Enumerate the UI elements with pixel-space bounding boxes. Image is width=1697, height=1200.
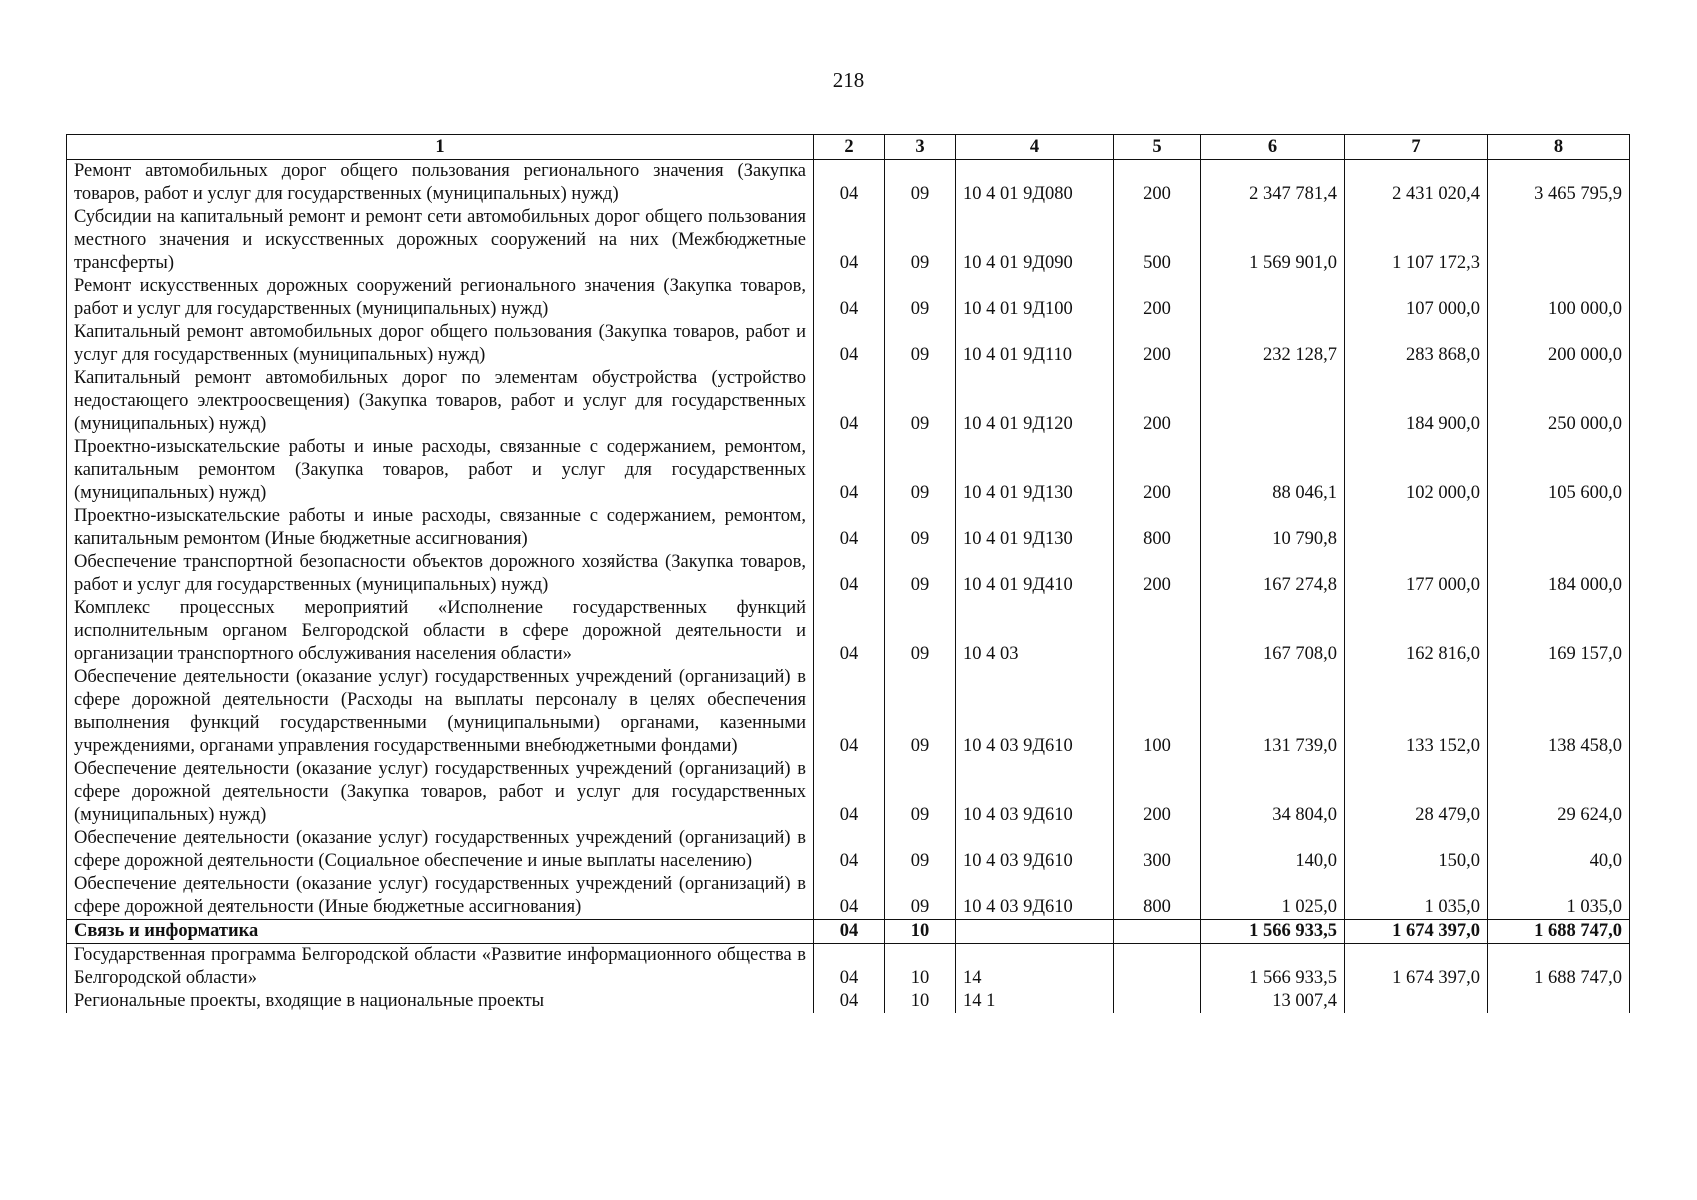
row-expense-type <box>1114 597 1201 666</box>
row-amount-col6: 167 708,0 <box>1201 597 1345 666</box>
row-section-code: 04 <box>814 944 885 991</box>
column-header: 1 <box>67 135 814 160</box>
row-amount-col7: 283 868,0 <box>1345 321 1488 367</box>
row-section-code: 04 <box>814 990 885 1013</box>
row-amount-col6: 1 566 933,5 <box>1201 920 1345 944</box>
row-expense-type: 200 <box>1114 275 1201 321</box>
row-amount-col6: 1 566 933,5 <box>1201 944 1345 991</box>
row-section-code: 04 <box>814 505 885 551</box>
row-amount-col8: 1 688 747,0 <box>1488 920 1630 944</box>
row-subsection-code: 09 <box>885 666 956 758</box>
row-section-code: 04 <box>814 206 885 275</box>
row-expense-type: 500 <box>1114 206 1201 275</box>
table-row <box>67 758 1630 827</box>
section-total-row <box>67 920 1630 944</box>
row-target-article: 10 4 01 9Д130 <box>956 436 1114 505</box>
row-subsection-code: 09 <box>885 505 956 551</box>
row-section-code: 04 <box>814 666 885 758</box>
row-section-code: 04 <box>814 436 885 505</box>
row-amount-col7: 177 000,0 <box>1345 551 1488 597</box>
row-subsection-code: 10 <box>885 990 956 1013</box>
table-body <box>67 160 1630 1014</box>
row-amount-col8: 138 458,0 <box>1488 666 1630 758</box>
row-amount-col6: 232 128,7 <box>1201 321 1345 367</box>
row-name: Обеспечение деятельности (оказание услуг) государственных учреждений (организаций) в сфере дорожной деятельности (Расходы на выплаты персоналу в целях обеспечения выполнения функций государственными (муниципальными) органами, казенными учреждениями, органами управления государственными внебюджетными фондами) <box>67 666 814 758</box>
row-expense-type: 100 <box>1114 666 1201 758</box>
row-name: Проектно-изыскательские работы и иные расходы, связанные с содержанием, ремонтом, капитальным ремонтом (Иные бюджетные ассигнования) <box>67 505 814 551</box>
row-section-code: 04 <box>814 827 885 873</box>
row-expense-type: 200 <box>1114 160 1201 207</box>
row-section-code: 04 <box>814 275 885 321</box>
row-subsection-code: 09 <box>885 206 956 275</box>
row-target-article: 10 4 01 9Д080 <box>956 160 1114 207</box>
row-amount-col6: 1 569 901,0 <box>1201 206 1345 275</box>
table-row <box>67 990 1630 1013</box>
row-expense-type: 200 <box>1114 321 1201 367</box>
row-amount-col8: 105 600,0 <box>1488 436 1630 505</box>
row-expense-type: 800 <box>1114 505 1201 551</box>
row-amount-col8: 29 624,0 <box>1488 758 1630 827</box>
row-expense-type: 200 <box>1114 551 1201 597</box>
row-amount-col6: 34 804,0 <box>1201 758 1345 827</box>
row-amount-col7: 1 035,0 <box>1345 873 1488 920</box>
table-row <box>67 873 1630 920</box>
row-subsection-code: 09 <box>885 160 956 207</box>
row-amount-col7: 107 000,0 <box>1345 275 1488 321</box>
row-target-article: 10 4 01 9Д110 <box>956 321 1114 367</box>
row-expense-type <box>1114 944 1201 991</box>
row-subsection-code: 09 <box>885 758 956 827</box>
column-header: 6 <box>1201 135 1345 160</box>
table-row <box>67 666 1630 758</box>
row-amount-col7: 1 674 397,0 <box>1345 944 1488 991</box>
row-expense-type: 800 <box>1114 873 1201 920</box>
row-name: Проектно-изыскательские работы и иные расходы, связанные с содержанием, ремонтом, капитальным ремонтом (Закупка товаров, работ и услуг для государственных (муниципальных) нужд) <box>67 436 814 505</box>
row-target-article: 10 4 03 <box>956 597 1114 666</box>
page-number: 218 <box>832 68 865 92</box>
row-name: Капитальный ремонт автомобильных дорог по элементам обустройства (устройство недостающего электроосвещения) (Закупка товаров, работ и услуг для государственных (муниципальных) нужд) <box>67 367 814 436</box>
row-section-code: 04 <box>814 597 885 666</box>
row-target-article: 10 4 01 9Д120 <box>956 367 1114 436</box>
row-amount-col8: 169 157,0 <box>1488 597 1630 666</box>
row-amount-col6: 131 739,0 <box>1201 666 1345 758</box>
row-name: Ремонт искусственных дорожных сооружений регионального значения (Закупка товаров, работ и услуг для государственных (муниципальных) нужд) <box>67 275 814 321</box>
table-row <box>67 551 1630 597</box>
row-amount-col6: 1 025,0 <box>1201 873 1345 920</box>
row-amount-col8: 100 000,0 <box>1488 275 1630 321</box>
row-expense-type: 200 <box>1114 436 1201 505</box>
row-amount-col6: 167 274,8 <box>1201 551 1345 597</box>
row-amount-col8 <box>1488 505 1630 551</box>
table-row <box>67 944 1630 991</box>
row-target-article: 14 1 <box>956 990 1114 1013</box>
column-header: 3 <box>885 135 956 160</box>
row-name: Комплекс процессных мероприятий «Исполнение государственных функций исполнительным органом Белгородской области в сфере дорожной деятельности и организации транспортного обслуживания населения области» <box>67 597 814 666</box>
row-amount-col7: 1 674 397,0 <box>1345 920 1488 944</box>
row-target-article: 10 4 01 9Д090 <box>956 206 1114 275</box>
row-amount-col6: 13 007,4 <box>1201 990 1345 1013</box>
row-amount-col6: 10 790,8 <box>1201 505 1345 551</box>
row-section-code: 04 <box>814 758 885 827</box>
row-amount-col7: 2 431 020,4 <box>1345 160 1488 207</box>
row-subsection-code: 09 <box>885 275 956 321</box>
row-name: Обеспечение деятельности (оказание услуг) государственных учреждений (организаций) в сфере дорожной деятельности (Закупка товаров, работ и услуг для государственных (муниципальных) нужд) <box>67 758 814 827</box>
column-header: 5 <box>1114 135 1201 160</box>
row-subsection-code: 09 <box>885 597 956 666</box>
row-amount-col6 <box>1201 367 1345 436</box>
table-row <box>67 160 1630 207</box>
table-row <box>67 206 1630 275</box>
header-row <box>67 135 1630 160</box>
row-amount-col8: 200 000,0 <box>1488 321 1630 367</box>
row-amount-col7: 1 107 172,3 <box>1345 206 1488 275</box>
row-section-code: 04 <box>814 321 885 367</box>
row-expense-type: 200 <box>1114 758 1201 827</box>
column-header: 8 <box>1488 135 1630 160</box>
row-name: Обеспечение деятельности (оказание услуг) государственных учреждений (организаций) в сфере дорожной деятельности (Социальное обеспечение и иные выплаты населению) <box>67 827 814 873</box>
row-amount-col7: 133 152,0 <box>1345 666 1488 758</box>
column-header: 7 <box>1345 135 1488 160</box>
table-row <box>67 597 1630 666</box>
row-subsection-code: 09 <box>885 436 956 505</box>
row-name: Связь и информатика <box>67 920 814 944</box>
table-row <box>67 436 1630 505</box>
row-name: Субсидии на капитальный ремонт и ремонт сети автомобильных дорог общего пользования местного значения и искусственных дорожных сооружений на них (Межбюджетные трансферты) <box>67 206 814 275</box>
row-target-article: 10 4 03 9Д610 <box>956 827 1114 873</box>
row-amount-col7 <box>1345 505 1488 551</box>
table-row <box>67 827 1630 873</box>
row-amount-col6: 88 046,1 <box>1201 436 1345 505</box>
column-header: 4 <box>956 135 1114 160</box>
row-name: Ремонт автомобильных дорог общего пользования регионального значения (Закупка товаров, работ и услуг для государственных (муниципальных) нужд) <box>67 160 814 207</box>
row-amount-col8 <box>1488 990 1630 1013</box>
row-expense-type <box>1114 990 1201 1013</box>
row-expense-type: 300 <box>1114 827 1201 873</box>
row-amount-col7: 162 816,0 <box>1345 597 1488 666</box>
table-row <box>67 321 1630 367</box>
row-amount-col7: 102 000,0 <box>1345 436 1488 505</box>
row-section-code: 04 <box>814 873 885 920</box>
column-header: 2 <box>814 135 885 160</box>
row-amount-col7: 150,0 <box>1345 827 1488 873</box>
table-row <box>67 367 1630 436</box>
budget-table <box>66 134 1630 1013</box>
row-target-article <box>956 920 1114 944</box>
row-amount-col7: 28 479,0 <box>1345 758 1488 827</box>
row-amount-col8: 1 035,0 <box>1488 873 1630 920</box>
row-section-code: 04 <box>814 551 885 597</box>
row-amount-col8: 1 688 747,0 <box>1488 944 1630 991</box>
row-target-article: 10 4 03 9Д610 <box>956 666 1114 758</box>
row-target-article: 10 4 01 9Д410 <box>956 551 1114 597</box>
row-section-code: 04 <box>814 367 885 436</box>
row-target-article: 14 <box>956 944 1114 991</box>
row-amount-col7: 184 900,0 <box>1345 367 1488 436</box>
row-subsection-code: 10 <box>885 944 956 991</box>
row-amount-col7 <box>1345 990 1488 1013</box>
row-amount-col6: 140,0 <box>1201 827 1345 873</box>
row-name: Капитальный ремонт автомобильных дорог общего пользования (Закупка товаров, работ и услуг для государственных (муниципальных) нужд) <box>67 321 814 367</box>
row-name: Обеспечение деятельности (оказание услуг) государственных учреждений (организаций) в сфере дорожной деятельности (Иные бюджетные ассигнования) <box>67 873 814 920</box>
row-amount-col8: 250 000,0 <box>1488 367 1630 436</box>
row-target-article: 10 4 03 9Д610 <box>956 758 1114 827</box>
row-target-article: 10 4 03 9Д610 <box>956 873 1114 920</box>
row-expense-type <box>1114 920 1201 944</box>
row-name: Обеспечение транспортной безопасности объектов дорожного хозяйства (Закупка товаров, работ и услуг для государственных (муниципальных) нужд) <box>67 551 814 597</box>
row-expense-type: 200 <box>1114 367 1201 436</box>
row-subsection-code: 09 <box>885 321 956 367</box>
row-amount-col8 <box>1488 206 1630 275</box>
row-target-article: 10 4 01 9Д130 <box>956 505 1114 551</box>
row-name: Государственная программа Белгородской области «Развитие информационного общества в Белгородской области» <box>67 944 814 991</box>
row-subsection-code: 09 <box>885 873 956 920</box>
row-subsection-code: 10 <box>885 920 956 944</box>
row-target-article: 10 4 01 9Д100 <box>956 275 1114 321</box>
table-row <box>67 505 1630 551</box>
row-amount-col8: 3 465 795,9 <box>1488 160 1630 207</box>
row-amount-col6: 2 347 781,4 <box>1201 160 1345 207</box>
row-amount-col8: 184 000,0 <box>1488 551 1630 597</box>
row-subsection-code: 09 <box>885 367 956 436</box>
row-subsection-code: 09 <box>885 827 956 873</box>
row-section-code: 04 <box>814 920 885 944</box>
row-amount-col6 <box>1201 275 1345 321</box>
table-row <box>67 275 1630 321</box>
row-amount-col8: 40,0 <box>1488 827 1630 873</box>
row-name: Региональные проекты, входящие в национальные проекты <box>67 990 814 1013</box>
row-subsection-code: 09 <box>885 551 956 597</box>
row-section-code: 04 <box>814 160 885 207</box>
